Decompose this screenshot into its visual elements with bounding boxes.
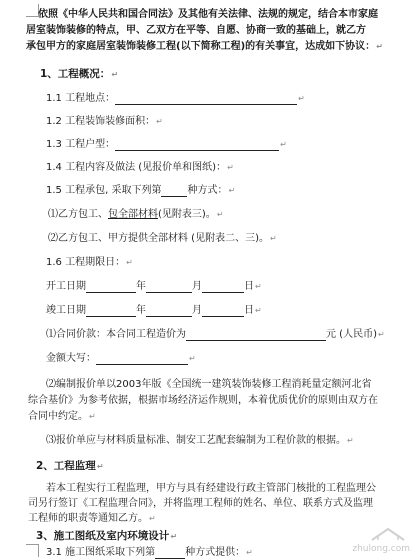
intro-line: 依照《中华人民共和国合同法》及其他有关法律、法规的规定，结合本市家庭 <box>38 9 378 20</box>
field-price: ⑴合同价款：本合同工程造价为 元 (人民币)↵ <box>46 329 385 340</box>
field-house-type: 1.3 工程户型： ↵ <box>46 139 287 150</box>
field-start-date: 开工日期 年 月 日↵ <box>46 281 262 292</box>
intro-line: 承包甲方的家庭居室装饰装修工程(以下简称工程)的有关事宜，达成如下协议：↵ <box>26 41 383 52</box>
option-1: ⑴乙方包工、包全部材料(见附表三)。↵ <box>48 209 224 220</box>
watermark-logo-icon <box>370 526 406 542</box>
start-year-blank[interactable] <box>86 282 136 293</box>
location-blank[interactable] <box>115 94 297 105</box>
watermark-text: zhulong.com <box>352 544 410 554</box>
field-location: 1.1 工程地点： ↵ <box>46 93 305 104</box>
drawings-mode-blank[interactable] <box>155 548 185 559</box>
intro-line: 居室装饰装修的特点，甲、乙双方在平等、自愿、协商一致的基础上，就乙方 <box>26 25 366 36</box>
field-area: 1.2 工程装饰装修面积：↵ <box>46 116 163 127</box>
uppercase-blank[interactable] <box>96 354 188 365</box>
price-blank[interactable] <box>186 330 326 341</box>
field-period: 1.6 工程期限日：↵ <box>46 257 133 268</box>
end-month-blank[interactable] <box>146 306 192 317</box>
field-drawings: 3.1 施工图纸采取下列第 种方式提供：↵ <box>46 547 253 558</box>
start-day-blank[interactable] <box>202 282 244 293</box>
note-3: ⑶报价单应与材料质量标准、制安工艺配套编制为工程价款的根据。↵ <box>46 435 354 446</box>
section-2-line: 若本工程实行工程监理，甲方与具有经建设行政主管部门核批的工程监理公 <box>46 483 376 494</box>
section-2-heading: 2、工程监理↵ <box>36 460 104 472</box>
note-2-line: ⑵编制报价单以2003年版《全国统一建筑装饰装修工程消耗量定额河北省 <box>46 379 372 390</box>
section-2-line: 司另行签订《工程监理合同》，并将监理工程师的姓名、单位、联系方式及监理 <box>28 498 373 509</box>
section-2-line: 工程师的职责等通知乙方。↵ <box>28 513 156 524</box>
field-contract-mode: 1.5 工程承包, 采取下列第 种方式：↵ <box>46 185 236 196</box>
note-2-line: 综合基价》为参考依据，根据市场经济运作规则，本着优质优价的原则由双方在 <box>28 395 378 406</box>
field-content: 1.4 工程内容及做法 (见报价单和图纸)：↵ <box>46 162 234 173</box>
start-month-blank[interactable] <box>146 282 192 293</box>
end-year-blank[interactable] <box>86 306 136 317</box>
section-3-heading: 3、施工图纸及室内环境设计↵ <box>36 530 178 542</box>
note-2-line: 合同中约定。↵ <box>28 411 96 422</box>
house-type-blank[interactable] <box>115 140 279 151</box>
end-day-blank[interactable] <box>202 306 244 317</box>
contract-mode-blank[interactable] <box>161 186 187 197</box>
field-price-uppercase: 金额大写： ↵ <box>46 353 196 364</box>
section-1-heading: 1、工程概况：↵ <box>40 68 119 80</box>
option-2: ⑵乙方包工、甲方提供全部材料 (见附表二、三)。↵ <box>48 233 277 244</box>
page-corner-mark <box>26 544 39 557</box>
field-end-date: 竣工日期 年 月 日↵ <box>46 305 262 316</box>
